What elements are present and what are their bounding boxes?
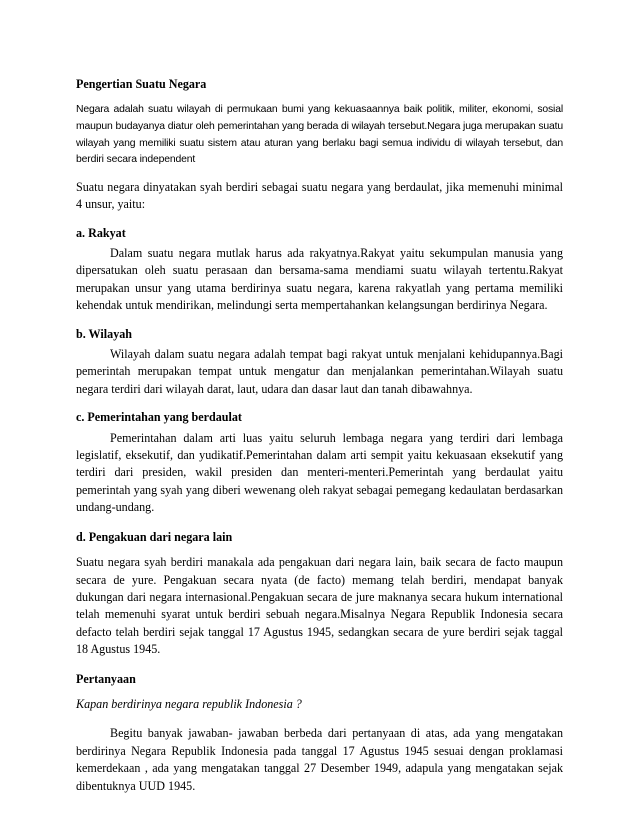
- section-body-pemerintahan: Pemerintahan dalam arti luas yaitu seluruh lembaga negara yang terdiri dari lembaga legislatif, eksekutif, dan yudikatif.Pemerintahan dalam arti sempit yaitu kekuasaan eksekutif yang terdiri dari presiden, wakil presiden dan menteri-menteri.Pemerintah yang berdaulat yaitu pemerintah yang syah yang diberi wewenang oleh rakyat sebagai pemegang kedaulatan berdasarkan undang-undang.: [76, 430, 563, 515]
- section-body-pengakuan: Suatu negara syah berdiri manakala ada pengakuan dari negara lain, baik secara de facto maupun secara de yure. Pengakuan secara nyata (de facto) memang telah berdiri, mendapat banyak dukungan dari negara internasional.Pengakuan secara de jure maknanya secara hukum international telah memenuhi syarat untuk berdiri sebuah negara.Misalnya Negara Republik Indonesia secara defacto telah berdiri sejak tanggal 17 Agustus 1945, sedangkan secara de yure berdiri sejak taggal 18 Agustus 1945.: [76, 555, 563, 657]
- definition-paragraph: Negara adalah suatu wilayah di permukaan bumi yang kekuasaannya baik politik, militer, ekonomi, sosial maupun budayanya diatur oleh pemerintahan yang berada di wilayah tersebut.Negara juga merupakan suatu wilayah yang memiliki suatu sistem atau aturan yang berlaku bagi semua individu di wilayah tersebut, dan berdiri secara independent: [76, 104, 563, 166]
- answer-paragraph: Begitu banyak jawaban- jawaban berbeda dari pertanyaan di atas, ada yang mengatakan berdirinya Negara Republik Indonesia pada tanggal 17 Agustus 1945 sesuai dengan proklamasi kemerdekaan , ada yang mengatakan tanggal 27 Desember 1949, adapula yang mengatakan sejak dibentuknya UUD 1945.: [76, 726, 563, 793]
- question-heading: Pertanyaan: [76, 671, 136, 686]
- section-heading-wilayah: b. Wilayah: [76, 326, 133, 341]
- section-body-wilayah: Wilayah dalam suatu negara adalah tempat bagi rakyat untuk menjalani kehidupannya.Bagi pemerintah merupakan tempat untuk mengatur dan menjalankan pemerintahan.Wilayah suatu negara terdiri dari wilayah darat, laut, udara dan dasar laut dan tanah dibawahnya.: [76, 347, 563, 396]
- question-text: Kapan berdirinya negara republik Indonesia ?: [76, 696, 302, 711]
- document-page: [76, 76, 563, 795]
- document-title: Pengertian Suatu Negara: [76, 77, 207, 91]
- section-heading-pengakuan: d. Pengakuan dari negara lain: [76, 529, 233, 544]
- section-heading-pemerintahan: c. Pemerintahan yang berdaulat: [76, 410, 242, 425]
- section-body-rakyat: Dalam suatu negara mutlak harus ada rakyatnya.Rakyat yaitu sekumpulan manusia yang dipersatukan oleh suatu perasaan dan bersama-sama mendiami suatu wilayah tertentu.Rakyat merupakan unsur yang utama berdirinya suatu negara, karena rakyatlah yang pertama memiliki kehendak untuk mendirikan, melindungi serta mempertahankan kelangsungan berdirinya Negara.: [76, 246, 563, 313]
- section-heading-rakyat: a. Rakyat: [76, 225, 126, 240]
- intro-paragraph: Suatu negara dinyatakan syah berdiri sebagai suatu negara yang berdaulat, jika memenuhi minimal 4 unsur, yaitu:: [76, 179, 563, 212]
